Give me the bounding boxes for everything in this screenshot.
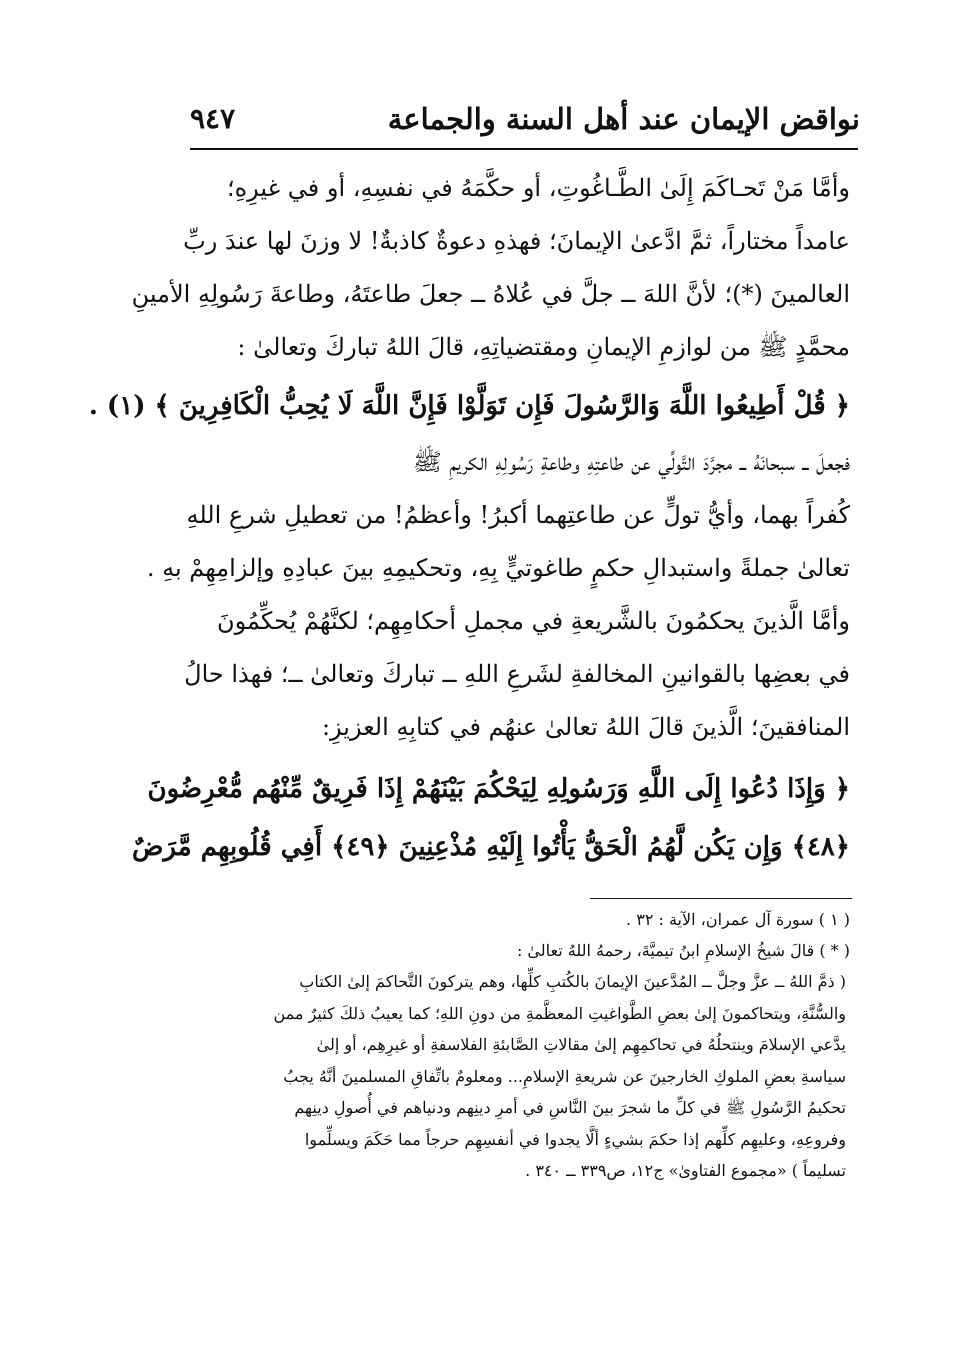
text-line: عامداً مختاراً، ثمَّ ادَّعىٰ الإيمانَ؛ فهذهِ دعوةٌ كاذبةٌ! لا وزنَ لها عندَ ربِّ — [183, 227, 850, 255]
footnote-divider — [590, 898, 852, 899]
paragraph-3 — [170, 595, 850, 754]
verse-line: ﴿ وَإِذَا دُعُوا إِلَى اللَّهِ وَرَسُولِهِ لِيَحْكُمَ بَيْنَهُمْ إِذَا فَرِيقٌ مِّنْهُم مُّعْرِضُونَ — [147, 774, 850, 804]
running-title: نواقض الإيمان عند أهل السنة والجماعة — [387, 102, 860, 136]
footnote-line: والسُّنَّةِ، ويتحاكمونَ إلىٰ بعضِ الطَّواغيتِ المعظَّمةِ من دونِ اللهِ؛ كما يعيبُ ذلكَ كثيرٌ ممن — [273, 1003, 846, 1023]
footnotes — [205, 904, 850, 1187]
text-line: العالمينَ (*)؛ لأنَّ اللهَ ــ جلَّ في عُلاهُ ــ جعلَ طاعتَهُ، وطاعةَ رَسُولِهِ الأمينِ — [131, 280, 850, 308]
quran-verse-2 — [131, 760, 850, 876]
main-text — [88, 162, 850, 876]
text-line: المنافقينَ؛ الَّذينَ قالَ اللهُ تعالىٰ عنهُم في كتابِهِ العزيزِ: — [321, 713, 850, 741]
text-line: فجعلَ ــ سبحانَهُ ــ مجرَّدَ التَّولِّي عن طاعتِهِ وطاعةِ رَسُولِهِ الكريمِ ﷺ — [412, 448, 850, 476]
verse-line: ﴿ قُلْ أَطِيعُوا اللَّهَ وَالرَّسُولَ فَإِن تَوَلَّوْا فَإِنَّ اللَّهَ لَا يُحِبُّ الْكَافِرِينَ ﴾ (١) . — [88, 391, 850, 421]
text-line: وأمَّا مَنْ تَحـاكَمَ إِلَىٰ الطَّـاغُوتِ، أو حكَّمَهُ في نفسِهِ، أو في غيرِهِ؛ — [226, 174, 850, 202]
page-number: ٩٤٧ — [190, 102, 236, 135]
text-line: في بعضِها بالقوانينِ المخالفةِ لشَرعِ اللهِ ــ تباركَ وتعالىٰ ــ؛ فهذا حالُ — [184, 660, 850, 688]
footnote-line: ( ذمَّ اللهُ ــ عزَّ وجلَّ ــ المُدَّعينَ الإيمانَ بالكُتبِ كلِّها، وهم يتركونَ التَّحاكمَ إلىٰ الكتابِ — [299, 972, 846, 991]
footnote-line: يدَّعي الإسلامَ وينتحلُهُ في تحاكمِهِم إلىٰ مقالاتِ الصَّابئةِ الفلاسفةِ أو غيرِهِم، أو إلىٰ — [316, 1035, 846, 1054]
text-line: كُفراً بهما، وأيُّ تولٍّ عن طاعتِهما أكبرُ! وأعظمُ! من تعطيلِ شرعِ اللهِ — [186, 501, 850, 529]
text-line: وأمَّا الَّذينَ يحكمُونَ بالشَّريعةِ في مجملِ أحكامِهِم؛ لكنَّهُمْ يُحكِّمُونَ — [216, 607, 850, 635]
footnote-star-heading: ( * ) قالَ شيخُ الإسلامِ ابنُ تيميَّةَ، رحمهُ اللهُ تعالىٰ : — [516, 941, 850, 960]
footnote-star-body — [205, 966, 850, 1187]
footnote-line: وفروعِهِ، وعليهِم كلِّهم إذا حكمَ بشيءٍ ألَّا يجدوا في أنفسِهِم حرجاً مما حَكَمَ ويسلِّموا — [304, 1129, 846, 1149]
paragraph-2 — [146, 436, 850, 595]
header-divider — [190, 148, 858, 150]
verse-line: ﴿٤٨﴾ وَإِن يَكُن لَّهُمُ الْحَقُّ يَأْتُوا إِلَيْهِ مُذْعِنِينَ ﴿٤٩﴾ أَفِي قُلُوبِهِم مَّرَضٌ — [131, 832, 850, 862]
paragraph-1 — [131, 162, 850, 374]
footnote-line: تحكيمُ الرَّسُولِ ﷺ في كلِّ ما شجرَ بينَ النَّاسِ في أمرِ دينِهم ودنياهم في أُصولِ دينِهم — [294, 1098, 846, 1117]
quran-verse-1 — [88, 378, 850, 434]
page-header — [190, 100, 860, 144]
footnote-line: سياسةِ بعضِ الملوكِ الخارجينَ عن شريعةِ الإسلامِ... ومعلومٌ باتِّفاقِ المسلمينَ أنَّهُ يجبُ — [283, 1066, 846, 1086]
text-line: تعالىٰ جملةً واستبدالِ حكمٍ طاغوتيٍّ بِهِ، وتحكيمِهِ بينَ عبادِهِ وإلزامِهِمْ بهِ . — [146, 554, 850, 582]
footnote-line: تسليماً ) «مجموع الفتاوىٰ» ج١٢، ص٣٣٩ ــ ٣٤٠ . — [525, 1161, 846, 1180]
footnote-1: ( ١ ) سورة آل عمران، الآية : ٣٢ . — [626, 910, 850, 929]
text-line: محمَّدٍ ﷺ من لوازمِ الإيمانِ ومقتضياتِهِ، قالَ اللهُ تباركَ وتعالىٰ : — [237, 333, 850, 361]
